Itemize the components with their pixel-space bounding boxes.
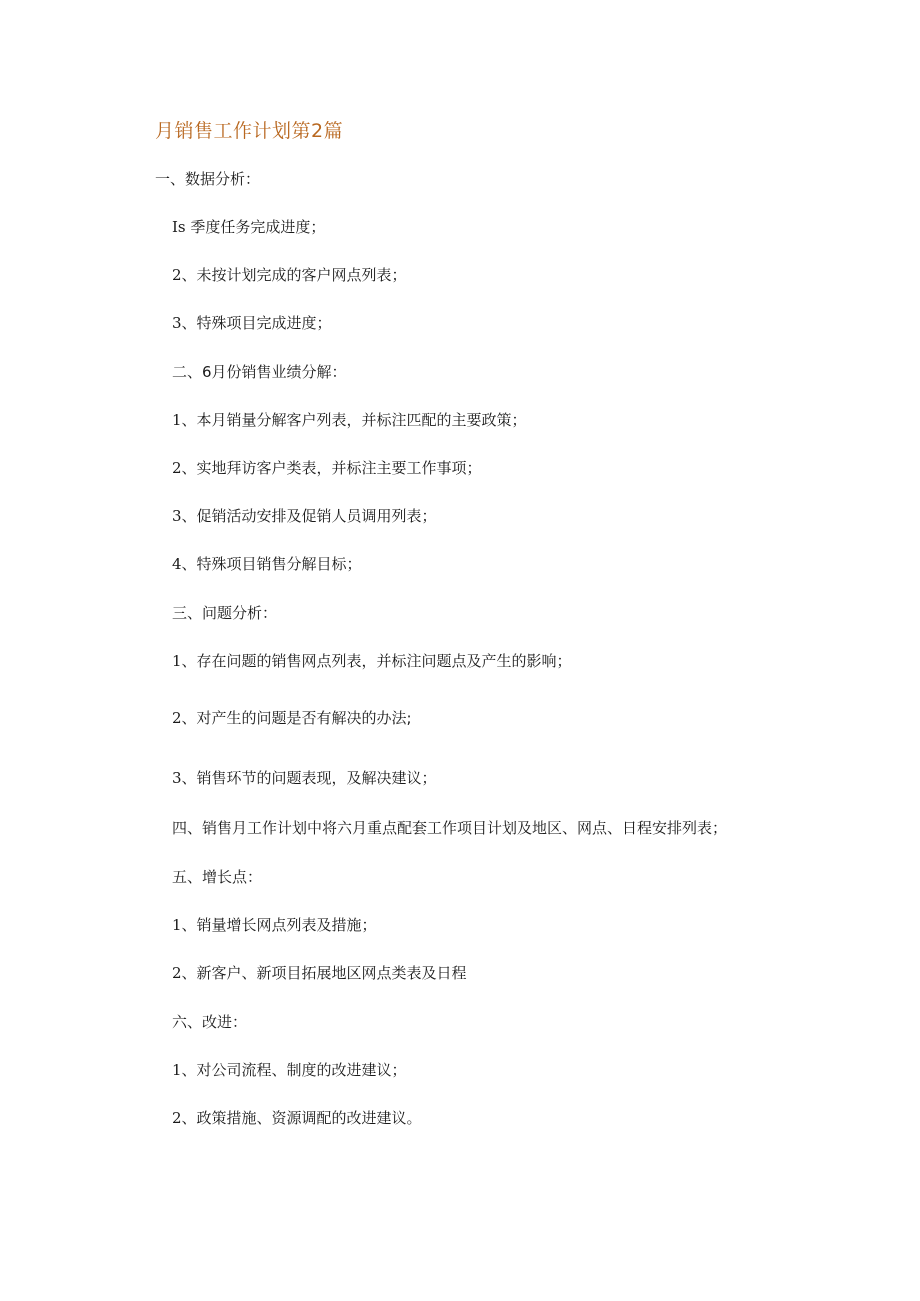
item-number: 3、 (172, 769, 197, 787)
list-item (172, 458, 482, 478)
line-text: 对公司流程、制度的改进建议； (196, 1061, 407, 1079)
item-number: 2、 (172, 459, 197, 477)
item-number: 2、 (172, 709, 197, 727)
section-heading-data-analysis (155, 169, 260, 189)
section-heading-problem-analysis (172, 603, 277, 623)
item-number: 1、 (172, 652, 197, 670)
list-item (172, 708, 412, 728)
item-number: 2、 (172, 964, 197, 982)
line-text: 季度任务完成进度； (190, 218, 326, 236)
list-item (172, 313, 332, 333)
line-text: 本月销量分解客户列表，并标注匹配的主要政策； (196, 411, 527, 429)
list-item (172, 217, 325, 237)
item-number: 4、 (172, 555, 197, 573)
line-text: 实地拜访客户类表，并标注主要工作事项； (196, 459, 482, 477)
line-text: 存在问题的销售网点列表，并标注问题点及产生的影响； (196, 652, 572, 670)
document-title: 月销售工作计划第2篇 (155, 120, 344, 142)
line-text: 对产生的问题是否有解决的办法; (196, 709, 412, 727)
section-heading-improvements (172, 1012, 247, 1032)
item-number: 1、 (172, 1061, 197, 1079)
list-item (172, 265, 407, 285)
line-text: 销售环节的问题表现，及解决建议； (196, 769, 437, 787)
line-text: 一、数据分析： (155, 170, 261, 188)
line-text: 新客户、新项目拓展地区网点类表及日程 (196, 964, 467, 982)
list-item (172, 1060, 407, 1080)
item-number: 1、 (172, 916, 197, 934)
section-heading-june-plan (172, 818, 727, 838)
line-text: 销量增长网点列表及措施； (196, 916, 377, 934)
item-number: 2、 (172, 1109, 197, 1127)
line-text: 二、6月份销售业绩分解： (172, 363, 347, 381)
line-text: 特殊项目销售分解目标； (196, 555, 362, 573)
line-text: 政策措施、资源调配的改进建议。 (196, 1109, 422, 1127)
line-text: 四、销售月工作计划中将六月重点配套工作项目计划及地区、网点、日程安排列表； (172, 819, 728, 837)
section-heading-sales-breakdown (172, 362, 347, 382)
list-item (172, 554, 362, 574)
line-text: 未按计划完成的客户网点列表； (196, 266, 407, 284)
line-text: 六、改进： (172, 1013, 248, 1031)
list-item (172, 410, 527, 430)
line-text: 三、问题分析： (172, 604, 278, 622)
line-text: 五、增长点： (172, 868, 263, 886)
list-item (172, 1108, 422, 1128)
item-number: 2、 (172, 266, 197, 284)
item-number: 3、 (172, 507, 197, 525)
item-number: 1、 (172, 411, 197, 429)
section-heading-growth-points (172, 867, 262, 887)
item-number: Is (172, 218, 186, 236)
list-item (172, 506, 437, 526)
item-number: 3、 (172, 314, 197, 332)
list-item (172, 963, 467, 983)
list-item (172, 915, 377, 935)
list-item (172, 768, 437, 788)
list-item (172, 651, 572, 671)
line-text: 特殊项目完成进度； (196, 314, 332, 332)
line-text: 促销活动安排及促销人员调用列表； (196, 507, 437, 525)
